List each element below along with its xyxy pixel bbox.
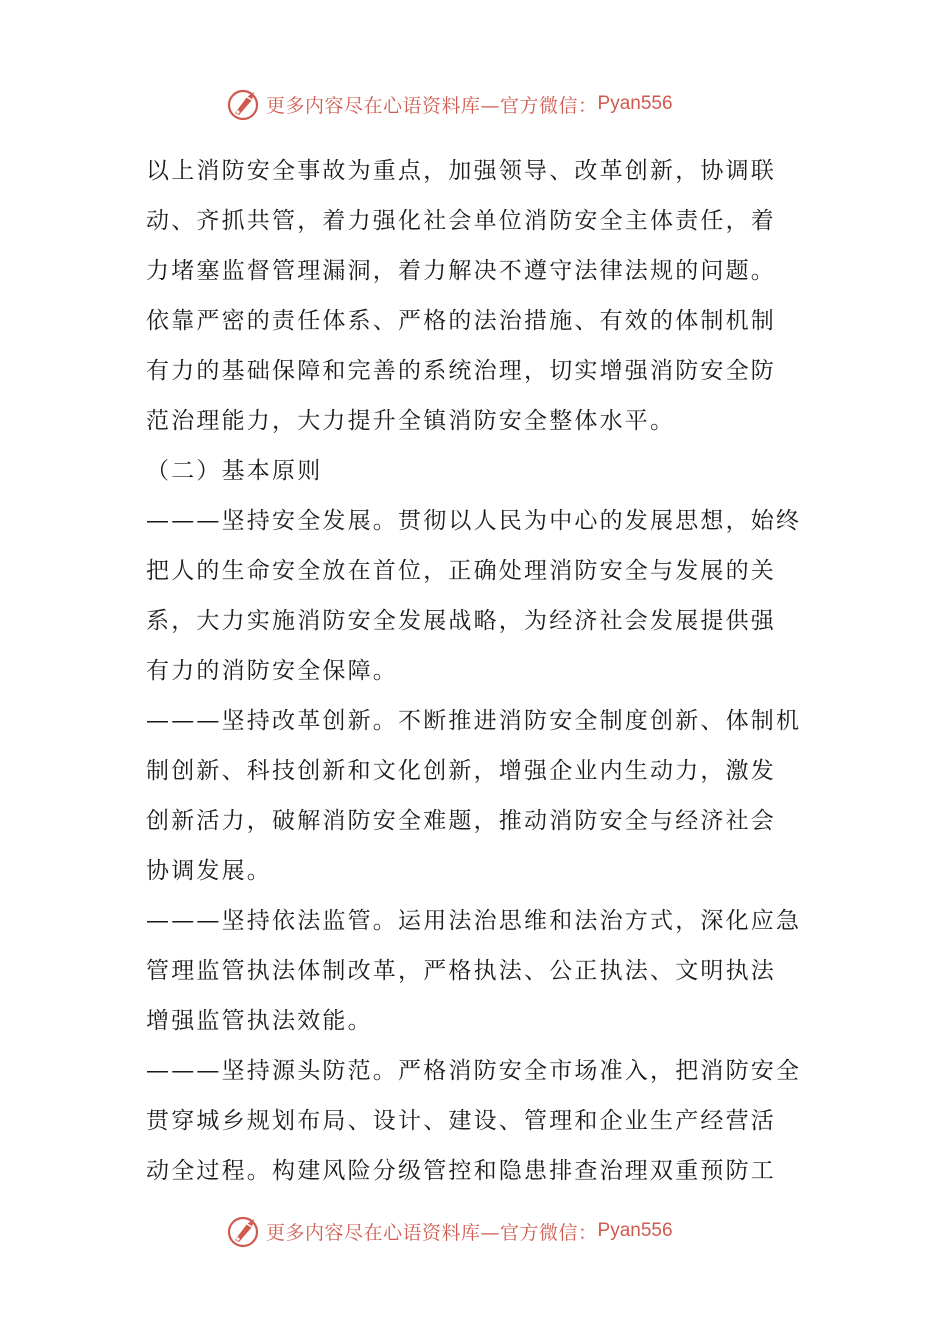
- text-line: ———坚持安全发展。贯彻以人民为中心的发展思想，始终: [146, 508, 802, 534]
- text-line: 有力的消防安全保障。: [146, 658, 398, 684]
- text-line: 依靠严密的责任体系、严格的法治措施、有效的体制机制: [146, 308, 776, 334]
- text-line: 增强监管执法效能。: [146, 1008, 373, 1034]
- section-heading: （二）基本原则: [146, 458, 323, 484]
- document-body: [146, 146, 806, 1196]
- text-line: 贯穿城乡规划布局、设计、建设、管理和企业生产经营活: [146, 1108, 776, 1134]
- pen-nib-logo-icon: [226, 86, 262, 122]
- banner-contact: Pyan556: [597, 1220, 673, 1241]
- footer-watermark-banner: [226, 1211, 673, 1251]
- text-line: ———坚持源头防范。严格消防安全市场准入，把消防安全: [146, 1058, 802, 1084]
- pen-nib-logo-icon: [226, 1213, 262, 1249]
- text-line: 动、齐抓共管，着力强化社会单位消防安全主体责任，着: [146, 208, 776, 234]
- text-line: ———坚持改革创新。不断推进消防安全制度创新、体制机: [146, 708, 802, 734]
- banner-contact: Pyan556: [597, 93, 673, 114]
- text-line: 管理监管执法体制改革，严格执法、公正执法、文明执法: [146, 958, 776, 984]
- header-watermark-banner: [226, 84, 673, 124]
- text-line: 协调发展。: [146, 858, 272, 884]
- text-line: 动全过程。构建风险分级管控和隐患排查治理双重预防工: [146, 1158, 776, 1184]
- text-line: 系，大力实施消防安全发展战略，为经济社会发展提供强: [146, 608, 776, 634]
- text-line: 把人的生命安全放在首位，正确处理消防安全与发展的关: [146, 558, 776, 584]
- text-line: 有力的基础保障和完善的系统治理，切实增强消防安全防: [146, 358, 776, 384]
- text-line: 范治理能力，大力提升全镇消防安全整体水平。: [146, 408, 676, 434]
- text-line: ———坚持依法监管。运用法治思维和法治方式，深化应急: [146, 908, 802, 934]
- text-line: 制创新、科技创新和文化创新，增强企业内生动力，激发: [146, 758, 776, 784]
- text-line: 力堵塞监督管理漏洞，着力解决不遵守法律法规的问题。: [146, 258, 776, 284]
- banner-text: 更多内容尽在心语资料库—官方微信：: [266, 94, 598, 117]
- text-line: 创新活力，破解消防安全难题，推动消防安全与经济社会: [146, 808, 776, 834]
- text-line: 以上消防安全事故为重点，加强领导、改革创新，协调联: [146, 158, 776, 184]
- banner-text: 更多内容尽在心语资料库—官方微信：: [266, 1221, 598, 1244]
